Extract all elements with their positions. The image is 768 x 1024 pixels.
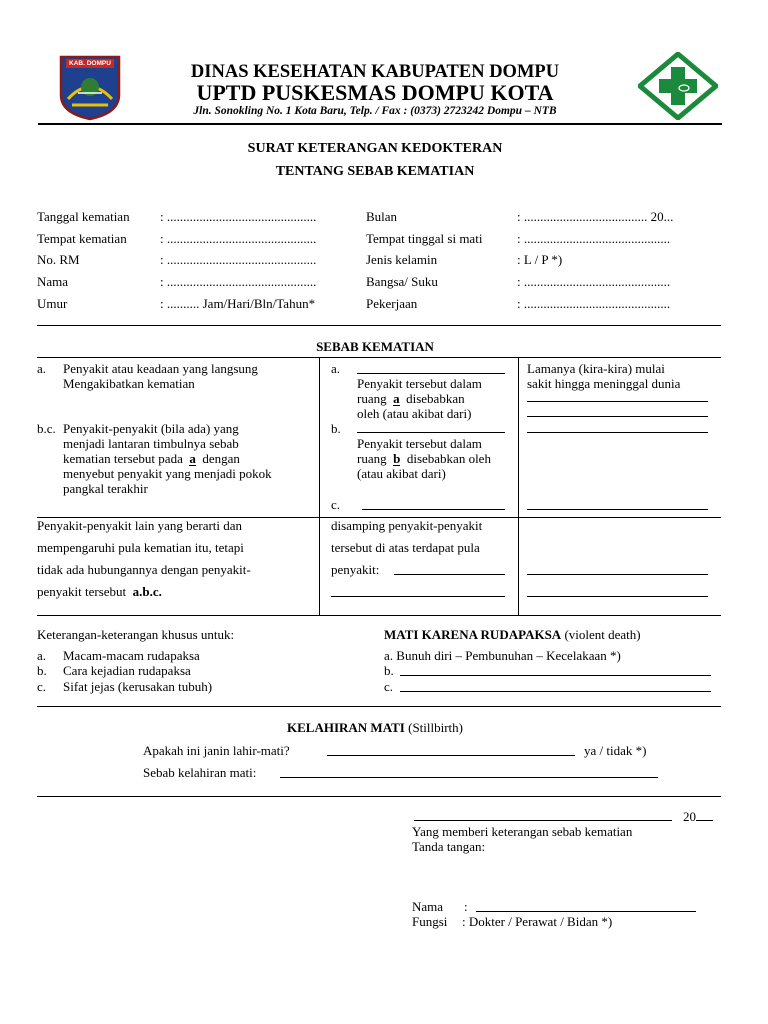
logo-left-text: KAB. DOMPU — [69, 60, 111, 67]
sebab-bc-line3-post: dengan — [202, 451, 240, 466]
mid-a-text2-pre: ruang — [357, 391, 387, 406]
mid-a-line[interactable] — [357, 373, 505, 374]
sign-nama-field[interactable] — [476, 911, 696, 912]
lain-left4 — [37, 584, 162, 599]
mid-a-text3: oleh (atau akibat dari) — [357, 406, 472, 421]
field-bulan-label: Bulan — [366, 209, 398, 224]
field-tanggal-label: Tanggal kematian — [37, 209, 130, 224]
lain-left2: mempengaruhi pula kematian itu, tetapi — [37, 540, 244, 555]
lamanya-field-2[interactable] — [527, 416, 708, 417]
rudapaksa-b-marker: b. — [384, 663, 394, 678]
sign-year-text: 20 — [683, 809, 696, 824]
mid-b-text3: (atau akibat dari) — [357, 466, 446, 481]
mid-b-text2-pre: ruang — [357, 451, 387, 466]
field-norm-value[interactable]: : .............................................. — [160, 252, 317, 267]
sebab-bc-line3 — [63, 451, 240, 466]
header-divider — [38, 123, 722, 125]
lamanya-line2: sakit hingga meninggal dunia — [527, 376, 681, 391]
mid-b-text2-post: disebabkan oleh — [406, 451, 491, 466]
lain-mid-field-2[interactable] — [331, 596, 505, 597]
mid-c-marker: c. — [331, 497, 341, 512]
field-pekerjaan-label: Pekerjaan — [366, 296, 418, 311]
khusus-a-marker: a. — [37, 648, 47, 663]
lain-mid2: tersebut di atas terdapat pula — [331, 540, 480, 555]
field-tempat-label: Tempat kematian — [37, 231, 127, 246]
lain-mid-field-1[interactable] — [394, 574, 505, 575]
sign-line1: Yang memberi keterangan sebab kematian — [412, 824, 633, 839]
lamanya-field-4[interactable] — [527, 509, 708, 510]
field-umur-label: Umur — [37, 296, 68, 311]
mid-b-text2 — [357, 451, 491, 466]
sebab-bc-line5: pangkal terakhir — [63, 481, 148, 496]
doc-title-line2: TENTANG SEBAB KEMATIAN — [275, 164, 475, 179]
sebab-a-line2: Mengakibatkan kematian — [63, 376, 195, 391]
mid-a-text2-post: disebabkan — [406, 391, 465, 406]
rudapaksa-a: a. Bunuh diri – Pembunuhan – Kecelakaan *) — [384, 648, 621, 663]
divider-sign — [37, 796, 721, 797]
field-tanggal-value[interactable]: : .............................................. — [160, 209, 317, 224]
mid-b-text2-bold: b — [393, 451, 401, 466]
rudapaksa-heading-paren: (violent death) — [564, 627, 641, 642]
khusus-c-marker: c. — [37, 679, 47, 694]
mid-a-text1: Penyakit tersebut dalam — [357, 376, 482, 391]
field-nama-value[interactable]: : .............................................. — [160, 274, 317, 289]
sign-nama-sep: : — [464, 899, 468, 914]
sebab-a-marker: a. — [37, 361, 47, 376]
field-tempat-value[interactable]: : .............................................. — [160, 231, 317, 246]
rudapaksa-c-field[interactable] — [400, 691, 711, 692]
field-tinggal-label: Tempat tinggal si mati — [366, 231, 483, 246]
field-kelamin-value[interactable]: : L / P *) — [517, 252, 563, 267]
sebab-bc-line2: menjadi lantaran timbulnya sebab — [63, 436, 239, 451]
mid-a-text2-bold: a — [393, 391, 400, 406]
sebab-bc-marker: b.c. — [37, 421, 56, 436]
field-tinggal-value[interactable]: : ............................................. — [517, 231, 671, 246]
khusus-b-marker: b. — [37, 663, 47, 678]
lahir-heading-paren: (Stillbirth) — [408, 720, 463, 735]
field-kelamin-label: Jenis kelamin — [366, 252, 438, 267]
field-suku-label: Bangsa/ Suku — [366, 274, 438, 289]
divider-khusus — [37, 615, 721, 616]
col-divider-1 — [319, 357, 320, 615]
lahir-q1-suffix[interactable]: ya / tidak *) — [584, 743, 647, 758]
lahir-q2: Sebab kelahiran mati: — [143, 765, 257, 780]
sign-year-field[interactable] — [696, 808, 713, 821]
mid-a-marker: a. — [331, 361, 341, 376]
lain-mid3: penyakit: — [331, 562, 380, 577]
sign-line2: Tanda tangan: — [412, 839, 486, 854]
rudapaksa-heading-bold: MATI KARENA RUDAPAKSA — [384, 627, 562, 642]
khusus-a-text: Macam-macam rudapaksa — [63, 648, 200, 663]
lain-left4-pre: penyakit tersebut — [37, 584, 127, 599]
divider-sebab — [37, 357, 721, 358]
khusus-b-text: Cara kejadian rudapaksa — [63, 663, 191, 678]
agency-name: DINAS KESEHATAN KABUPATEN DOMPU — [190, 62, 560, 82]
mid-b-line[interactable] — [357, 432, 505, 433]
sebab-bc-line1: Penyakit-penyakit (bila ada) yang — [63, 421, 239, 436]
sign-place-date-field[interactable] — [414, 820, 672, 821]
mid-b-text1: Penyakit tersebut dalam — [357, 436, 482, 451]
doc-title-line1: SURAT KETERANGAN KEDOKTERAN — [247, 141, 503, 156]
lain-right-field-2[interactable] — [527, 596, 708, 597]
khusus-c-text: Sifat jejas (kerusakan tubuh) — [63, 679, 213, 694]
lahir-q1-field[interactable] — [327, 755, 575, 756]
lahir-q1: Apakah ini janin lahir-mati? — [143, 743, 290, 758]
field-norm-label: No. RM — [37, 252, 80, 267]
sign-year — [683, 808, 713, 824]
mid-c-line[interactable] — [362, 509, 505, 510]
sebab-bc-line3-bold: a — [189, 451, 196, 466]
lamanya-line1: Lamanya (kira-kira) mulai — [527, 361, 665, 376]
lamanya-field-3[interactable] — [527, 432, 708, 433]
rudapaksa-b-field[interactable] — [400, 675, 711, 676]
mid-a-text2 — [357, 391, 465, 406]
lahir-heading-bold: KELAHIRAN MATI — [287, 720, 405, 735]
col-divider-2 — [518, 357, 519, 615]
logo-puskesmas — [638, 52, 718, 120]
lahir-heading — [0, 720, 750, 735]
lain-left3: tidak ada hubungannya dengan penyakit- — [37, 562, 251, 577]
lahir-q2-field[interactable] — [280, 777, 658, 778]
divider-identity — [37, 325, 721, 326]
sebab-bc-line4: menyebut penyakit yang menjadi pokok — [63, 466, 272, 481]
lamanya-field-1[interactable] — [527, 401, 708, 402]
sebab-bc-line3-pre: kematian tersebut pada — [63, 451, 183, 466]
field-pekerjaan-value[interactable]: : ............................................. — [517, 296, 671, 311]
logo-kab-dompu — [58, 55, 122, 121]
rudapaksa-c-marker: c. — [384, 679, 394, 694]
field-nama-label: Nama — [37, 274, 69, 289]
unit-name: UPTD PUSKESMAS DOMPU KOTA — [196, 80, 554, 105]
field-suku-value[interactable]: : ............................................. — [517, 274, 671, 289]
lain-left1: Penyakit-penyakit lain yang berarti dan — [37, 518, 243, 533]
lain-mid1: disamping penyakit-penyakit — [331, 518, 483, 533]
sign-nama-label: Nama — [412, 899, 444, 914]
mid-b-marker: b. — [331, 421, 341, 436]
divider-lahir — [37, 706, 721, 707]
sebab-heading: SEBAB KEMATIAN — [316, 339, 434, 354]
field-bulan-value[interactable]: : ...................................... 20... — [517, 209, 674, 224]
lain-left4-bold: a.b.c. — [132, 584, 162, 599]
address: Jln. Sonokling No. 1 Kota Baru, Telp. / Fax : (0373) 2723242 Dompu – NTB — [193, 105, 557, 117]
rudapaksa-heading — [384, 627, 641, 642]
khusus-heading: Keterangan-keterangan khusus untuk: — [37, 627, 235, 642]
lain-right-field-1[interactable] — [527, 574, 708, 575]
sign-fungsi-label: Fungsi — [412, 914, 448, 929]
sign-fungsi-value[interactable]: : Dokter / Perawat / Bidan *) — [462, 914, 613, 929]
sebab-a-line1: Penyakit atau keadaan yang langsung — [63, 361, 258, 376]
field-umur-value[interactable]: : .......... Jam/Hari/Bln/Tahun* — [160, 296, 316, 311]
